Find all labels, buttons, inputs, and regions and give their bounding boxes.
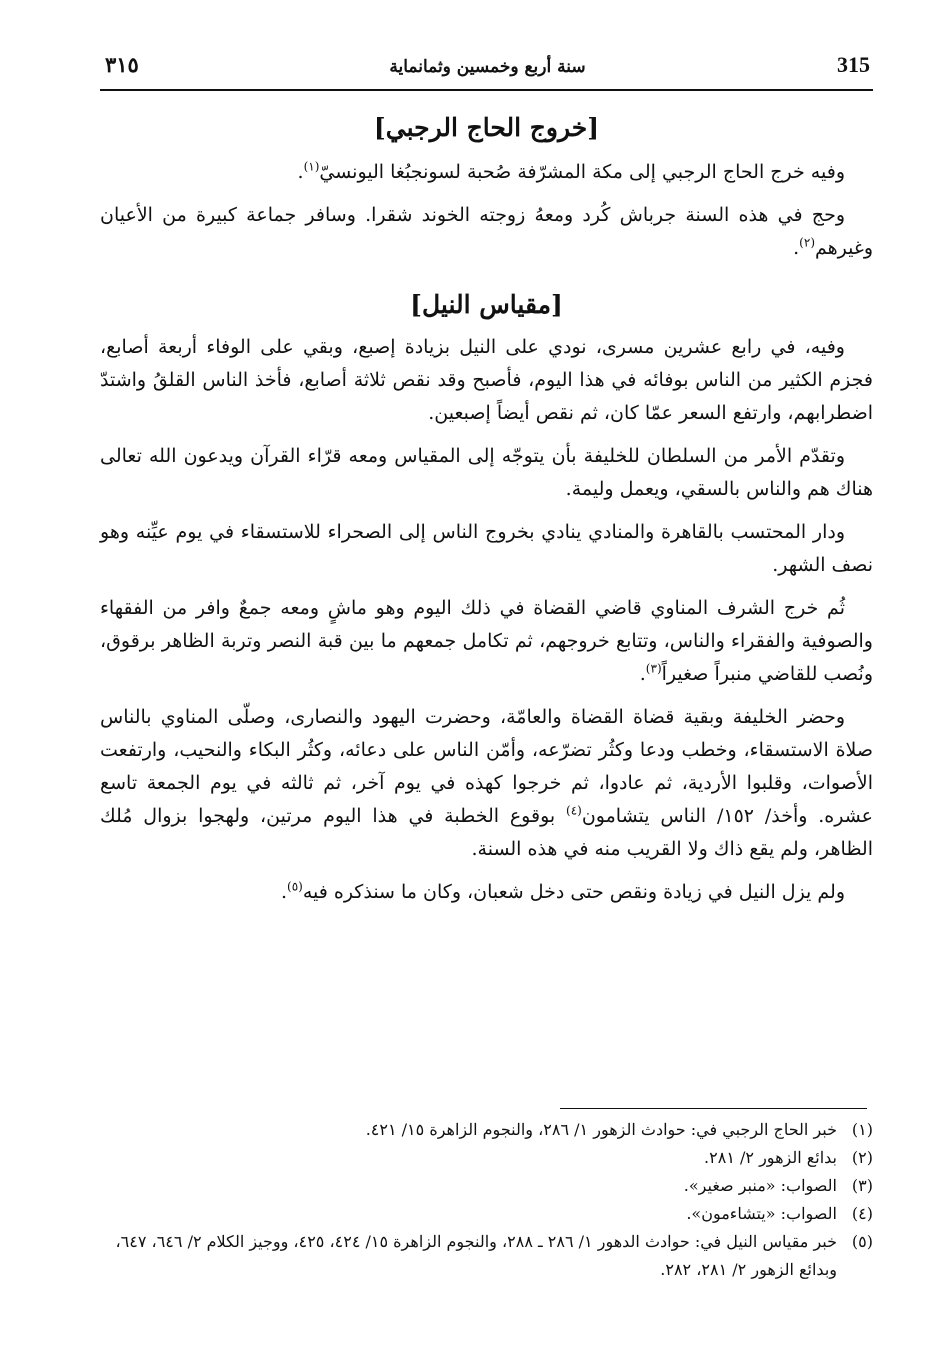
paragraph: وفيه، في رابع عشرين مسرى، نودي على النيل بزيادة إصبع، وبقي على الوفاء أربعة أصابع، فجزم الكثير من الناس بوفائه في هذا اليوم، فأصبح وقد نقص ثلاثة أصابع، فأخذ الناس القلقُ واشتدّ اضطرابهم، وارتفع السعر عمّا كان، ثم نقص أيضاً إصبعين. (100, 336, 873, 424)
section-heading-pilgrimage: [خروج الحاج الرجبي] (373, 113, 600, 142)
footnote-marker[interactable]: (٣) (645, 661, 662, 676)
main-text (100, 108, 873, 919)
footnote-separator (560, 1108, 867, 1109)
footnote-text: الصواب: «منبر صغير». (683, 1176, 837, 1195)
section-heading-nilometer: [مقياس النيل] (410, 290, 563, 319)
running-title: سنة أربع وخمسين وثمانماية (389, 57, 586, 77)
paragraph: وفيه خرج الحاج الرجبي إلى مكة المشرّفة صُحبة لسونجبُغا اليونسيّ$^{(١)}$. (297, 159, 845, 183)
paragraph: وحضر الخليفة وبقية قضاة القضاة والعامّة، وحضرت اليهود والنصارى، وصلّى المناوي بالناس صلاة الاستسقاء، وخطب ودعا وكثُر تضرّعه، وأمّن الناس على دعائه، وكثُر البكاء والنحيب، وارتفعت الأصوات، وقلبوا الأردية، ثم عادوا، ثم خرجوا كهذه في يوم آخر، ثم ثالثه في يوم الجمعة تاسع عشره. وأخذ/ ١٥٢/ الناس يتشامون$^{(٤)}$ بوقوع الخطبة في هذا اليوم مرتين، ولهجوا بزوال مُلك الظاهر، ولم يقع ذاك ولا القريب منه في هذه السنة. (100, 706, 873, 860)
footnote-number: (٣) (851, 1176, 873, 1195)
footnote-text: الصواب: «يتشاءمون». (686, 1204, 837, 1223)
footnote-text: خبر مقياس النيل في: حوادث الدهور ١/ ٢٨٦ ـ ٢٨٨، والنجوم الزاهرة ١٥/ ٤٢٤، ٤٢٥، ووجيز الكلام ٢/ ٦٤٦، ٦٤٧، وبدائع الزهور ٢/ ٢٨١، ٢٨٢. (115, 1232, 837, 1279)
footnote (100, 1144, 873, 1172)
page-number-arabic: ٣١٥ (105, 52, 139, 77)
footnote (100, 1228, 873, 1284)
footnote-text: خبر الحاج الرجبي في: حوادث الزهور ١/ ٢٨٦، والنجوم الزاهرة ١٥/ ٤٢١. (365, 1120, 837, 1139)
header-rule (100, 89, 873, 91)
footnotes (100, 1116, 873, 1284)
footnote-marker[interactable]: (١) (303, 159, 320, 174)
footnote-text: بدائع الزهور ٢/ ٢٨١. (704, 1148, 837, 1167)
footnote-marker[interactable]: (٤) (566, 803, 582, 818)
footnote (100, 1200, 873, 1228)
footnote-number: (٢) (851, 1148, 873, 1167)
footnote (100, 1116, 873, 1144)
page-number-latin: 315 (837, 52, 870, 77)
footnote-number: (٥) (851, 1232, 873, 1251)
footnote-number: (١) (851, 1120, 873, 1139)
paragraph: ثُم خرج الشرف المناوي قاضي القضاة في ذلك اليوم وهو ماشٍ ومعه جمعٌ وافر من الفقهاء والصوفية والفقراء والناس، وتتابع خروجهم، ثم تكامل جمعهم ما بين قبة النصر وتربة الظاهر برقوق، ونُصب للقاضي منبراً صغيراً$^{(٣)}$. (100, 597, 873, 685)
footnote-marker[interactable]: (٢) (799, 235, 815, 250)
footnote-number: (٤) (851, 1204, 873, 1223)
paragraph: وحج في هذه السنة جرباش كُرد ومعهُ زوجته الخوند شقرا. وسافر جماعة كبيرة من الأعيان وغيرهم$^{(٢)}$. (100, 204, 873, 259)
paragraph: ولم يزل النيل في زيادة ونقص حتى دخل شعبان، وكان ما سنذكره فيه$^{(٥)}$. (280, 879, 845, 903)
footnote-marker[interactable]: (٥) (287, 879, 303, 894)
running-header (105, 52, 870, 86)
footnote (100, 1172, 873, 1200)
paragraph: ودار المحتسب بالقاهرة والمنادي ينادي بخروج الناس إلى الصحراء للاستسقاء في يوم عيِّنه وهو نصف الشهر. (100, 521, 873, 576)
paragraph: وتقدّم الأمر من السلطان للخليفة بأن يتوجّه إلى المقياس ومعه قرّاء القرآن ويدعون الله تعالى هناك هم والناس بالسقي، ويعمل وليمة. (100, 445, 873, 500)
